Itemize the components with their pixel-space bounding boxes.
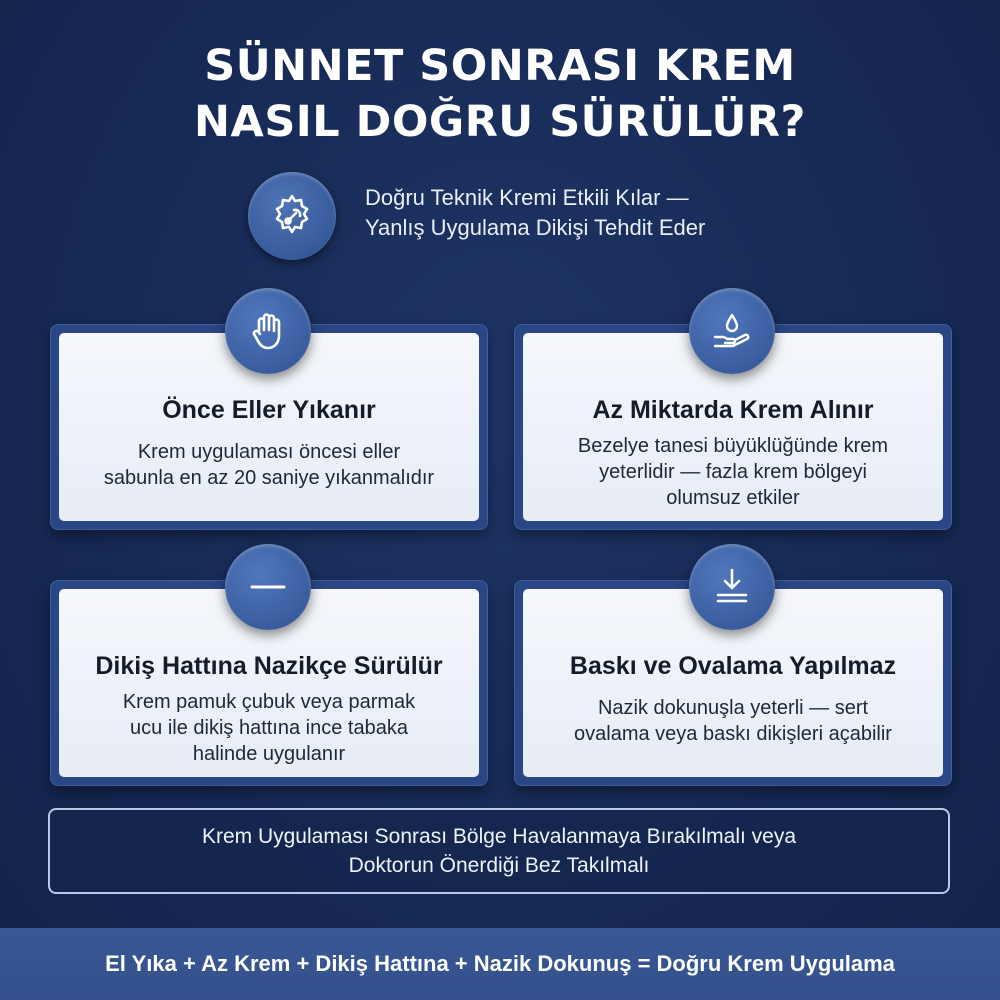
- title-line-1: SÜNNET SONRASI KREM: [204, 41, 796, 91]
- aftercare-note: [48, 808, 950, 894]
- hand-icon: [225, 288, 311, 374]
- card-description-line: ucu ile dikiş hattına ince tabaka: [130, 717, 408, 739]
- card-description-line: olumsuz etkiler: [666, 487, 800, 509]
- note-line-1: Krem Uygulaması Sonrası Bölge Havalanmaya Bırakılmalı veya: [201, 825, 797, 848]
- card-title: Az Miktarda Krem Alınır: [592, 396, 874, 424]
- card-description-line: yeterlidir — fazla krem bölgeyi: [599, 461, 867, 483]
- card-title: Dikiş Hattına Nazikçe Sürülür: [95, 652, 443, 680]
- card-description-line: Bezelye tanesi büyüklüğünde krem: [577, 435, 889, 457]
- subtitle-line-2: Yanlış Uygulama Dikişi Tehdit Eder: [365, 215, 706, 240]
- card-description-line: Krem uygulaması öncesi eller: [137, 441, 401, 463]
- title-line-2: NASIL DOĞRU SÜRÜLÜR?: [194, 97, 806, 147]
- card-description: [523, 433, 943, 511]
- drop-on-hand-icon: [689, 288, 775, 374]
- card-title: Baskı ve Ovalama Yapılmaz: [569, 652, 897, 680]
- press-down-icon: [689, 544, 775, 630]
- card-description-line: Krem pamuk çubuk veya parmak: [122, 691, 416, 713]
- card-title: Önce Eller Yıkanır: [162, 396, 376, 424]
- card-description-line: Nazik dokunuşla yeterli — sert: [597, 697, 869, 719]
- subtitle: [365, 183, 805, 243]
- card-description-line: ovalama veya baskı dikişleri açabilir: [574, 723, 892, 745]
- card-description-line: sabunla en az 20 saniye yıkanmalıdır: [103, 467, 435, 489]
- card-description: [59, 439, 479, 491]
- line-icon: [225, 544, 311, 630]
- card-description: [523, 695, 943, 747]
- note-line-2: Doktorun Önerdiği Bez Takılmalı: [348, 854, 650, 877]
- subtitle-line-1: Doğru Teknik Kremi Etkili Kılar —: [365, 185, 689, 210]
- gear-wrench-icon: [248, 172, 336, 260]
- card-description: [59, 689, 479, 767]
- card-description-line: halinde uygulanır: [192, 743, 346, 765]
- page-title: [0, 38, 1000, 150]
- summary-footer: El Yıka + Az Krem + Dikiş Hattına + Nazik Dokunuş = Doğru Krem Uygulama: [0, 928, 1000, 1000]
